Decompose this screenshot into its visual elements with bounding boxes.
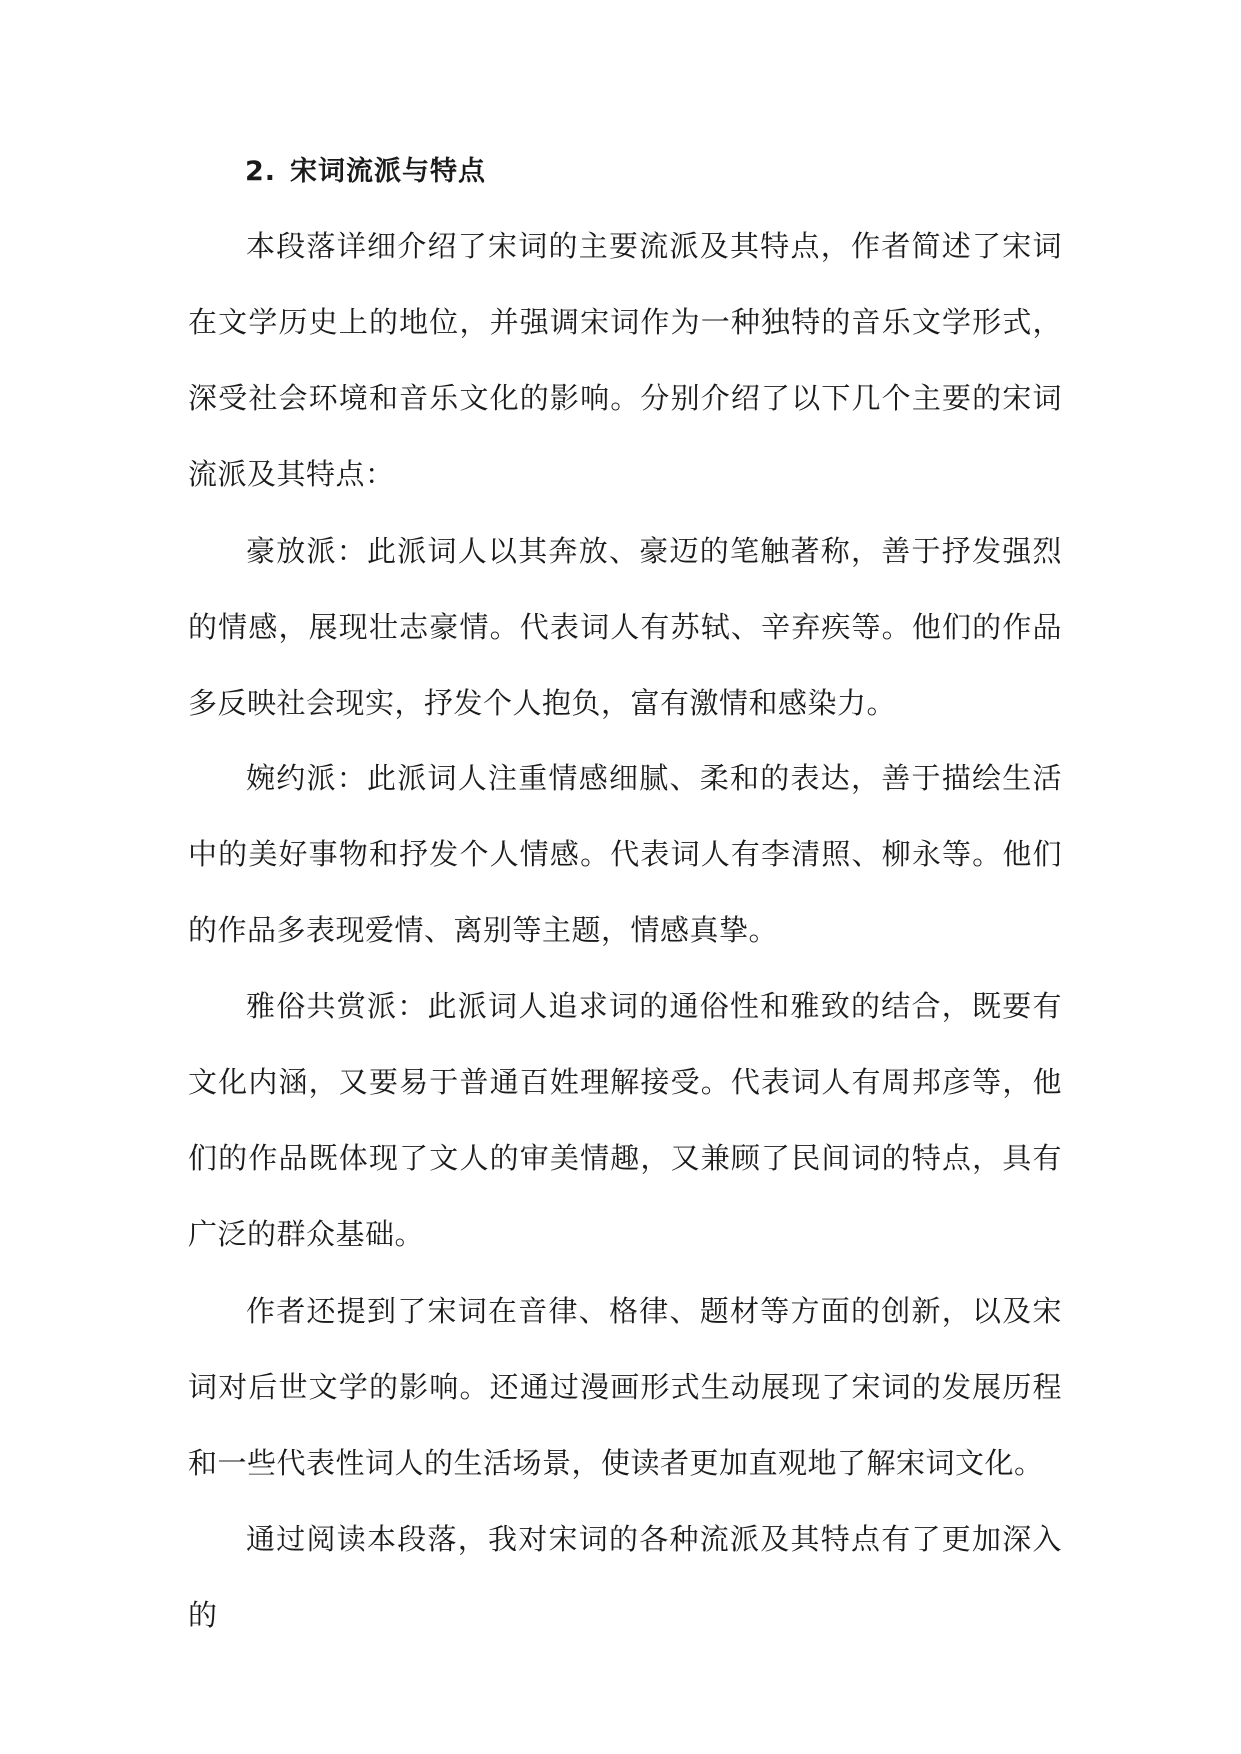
conclusion-paragraph: 通过阅读本段落，我对宋词的各种流派及其特点有了更加深入的 [188,1522,1062,1632]
intro-paragraph: 本段落详细介绍了宋词的主要流派及其特点，作者简述了宋词在文学历史上的地位，并强调宋词作为一种独特的音乐文学形式，深受社会环境和音乐文化的影响。分别介绍了以下几个主要的宋词流派及其特点： [188,229,1062,491]
yasu-school-paragraph: 雅俗共赏派：此派词人追求词的通俗性和雅致的结合，既要有文化内涵，又要易于普通百姓理解接受。代表词人有周邦彦等，他们的作品既体现了文人的审美情趣，又兼顾了民间词的特点，具有广泛的群众基础。 [188,989,1062,1251]
section-heading [245,152,486,192]
section-number: 2. [245,156,277,187]
section-title: 宋词流派与特点 [290,156,487,187]
haofang-school-paragraph: 豪放派：此派词人以其奔放、豪迈的笔触著称，善于抒发强烈的情感，展现壮志豪情。代表词人有苏轼、辛弃疾等。他们的作品多反映社会现实，抒发个人抱负，富有激情和感染力。 [188,534,1062,720]
innovation-paragraph: 作者还提到了宋词在音律、格律、题材等方面的创新，以及宋词对后世文学的影响。还通过漫画形式生动展现了宋词的发展历程和一些代表性词人的生活场景，使读者更加直观地了解宋词文化。 [188,1294,1062,1480]
wanyue-school-paragraph: 婉约派：此派词人注重情感细腻、柔和的表达，善于描绘生活中的美好事物和抒发个人情感。代表词人有李清照、柳永等。他们的作品多表现爱情、离别等主题，情感真挚。 [188,761,1062,947]
